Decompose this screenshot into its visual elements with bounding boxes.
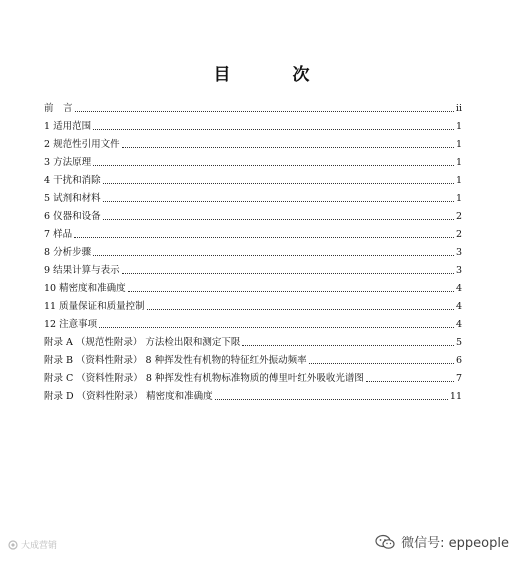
toc-entry-label: 7 样品	[44, 229, 73, 240]
toc-entry-label: 11 质量保证和质量控制	[44, 301, 145, 312]
toc-entry	[44, 313, 462, 331]
toc-entry	[44, 133, 462, 151]
watermark-right	[375, 532, 509, 551]
toc-entry-label: 9 结果计算与表示	[44, 265, 120, 276]
toc-entry	[44, 385, 462, 403]
toc-entry-page: 1	[455, 121, 462, 132]
toc-entry-page: 6	[455, 355, 462, 366]
brand-logo-icon	[8, 540, 18, 550]
toc-leader-dots	[103, 183, 454, 184]
toc-leader-dots	[147, 309, 454, 310]
toc-entry-label: 10 精密度和准确度	[44, 283, 126, 294]
toc-entry-label: 附录 C （资料性附录） 8 种挥发性有机物标准物质的傅里叶红外吸收光谱图	[44, 373, 364, 384]
toc-entry	[44, 205, 462, 223]
toc-entry-label: 前 言	[44, 103, 73, 114]
toc-leader-dots	[99, 327, 454, 328]
toc-entry-label: 附录 B （资料性附录） 8 种挥发性有机物的特征红外振动频率	[44, 355, 307, 366]
toc-entry-page: 2	[455, 229, 462, 240]
toc-entry-label: 1 适用范围	[44, 121, 92, 132]
toc-entry	[44, 331, 462, 349]
toc-entry-page: 11	[449, 391, 462, 402]
toc-leader-dots	[93, 129, 454, 130]
toc-entry	[44, 295, 462, 313]
toc-entry-page: 4	[455, 319, 462, 330]
toc-entry	[44, 241, 462, 259]
toc-entry-label: 4 干扰和消除	[44, 175, 101, 186]
toc-leader-dots	[93, 165, 454, 166]
toc-entry-label: 6 仪器和设备	[44, 211, 101, 222]
toc-entry	[44, 187, 462, 205]
toc-entry-page: 1	[455, 175, 462, 186]
toc-leader-dots	[366, 381, 454, 382]
toc-entry-page: 1	[455, 193, 462, 204]
toc-entry	[44, 115, 462, 133]
toc-entry-page: ii	[455, 103, 462, 114]
toc-entry-page: 5	[455, 337, 462, 348]
toc-entry-page: 7	[455, 373, 462, 384]
toc-entry	[44, 97, 462, 115]
toc-entry-label: 5 试剂和材料	[44, 193, 101, 204]
toc-leader-dots	[309, 363, 454, 364]
toc-leader-dots	[122, 147, 454, 148]
toc-entry-label: 附录 A （规范性附录） 方法检出限和测定下限	[44, 337, 241, 348]
toc-leader-dots	[122, 273, 454, 274]
toc-entry	[44, 277, 462, 295]
toc-entry	[44, 151, 462, 169]
toc-entry	[44, 169, 462, 187]
watermark-left-text: 大成营销	[21, 541, 58, 551]
wechat-icon	[375, 534, 395, 550]
toc-entry	[44, 259, 462, 277]
toc-entry-page: 1	[455, 157, 462, 168]
toc-leader-dots	[128, 291, 454, 292]
toc-entry-page: 4	[455, 283, 462, 294]
footer-watermarks	[0, 530, 523, 556]
toc-entry-page: 4	[455, 301, 462, 312]
watermark-left	[8, 538, 57, 551]
toc-leader-dots	[242, 345, 454, 346]
toc-entry	[44, 367, 462, 385]
toc-entry	[44, 223, 462, 241]
toc-leader-dots	[215, 399, 448, 400]
toc-leader-dots	[103, 219, 454, 220]
toc-entry-label: 2 规范性引用文件	[44, 139, 120, 150]
toc-entry-label: 8 分析步骤	[44, 247, 92, 258]
toc-entry-label: 12 注意事项	[44, 319, 98, 330]
toc-leader-dots	[74, 237, 454, 238]
watermark-right-text: 微信号: eppeople	[401, 536, 509, 551]
toc-leader-dots	[93, 255, 454, 256]
toc-entry-label: 附录 D （资料性附录） 精密度和准确度	[44, 391, 213, 402]
toc-entry-page: 3	[455, 265, 462, 276]
toc-entry	[44, 349, 462, 367]
table-of-contents	[44, 97, 462, 403]
toc-entry-label: 3 方法原理	[44, 157, 92, 168]
toc-entry-page: 2	[455, 211, 462, 222]
toc-entry-page: 3	[455, 247, 462, 258]
toc-leader-dots	[75, 111, 454, 112]
page-title: 目 次	[213, 65, 338, 85]
toc-leader-dots	[103, 201, 454, 202]
toc-entry-page: 1	[455, 139, 462, 150]
